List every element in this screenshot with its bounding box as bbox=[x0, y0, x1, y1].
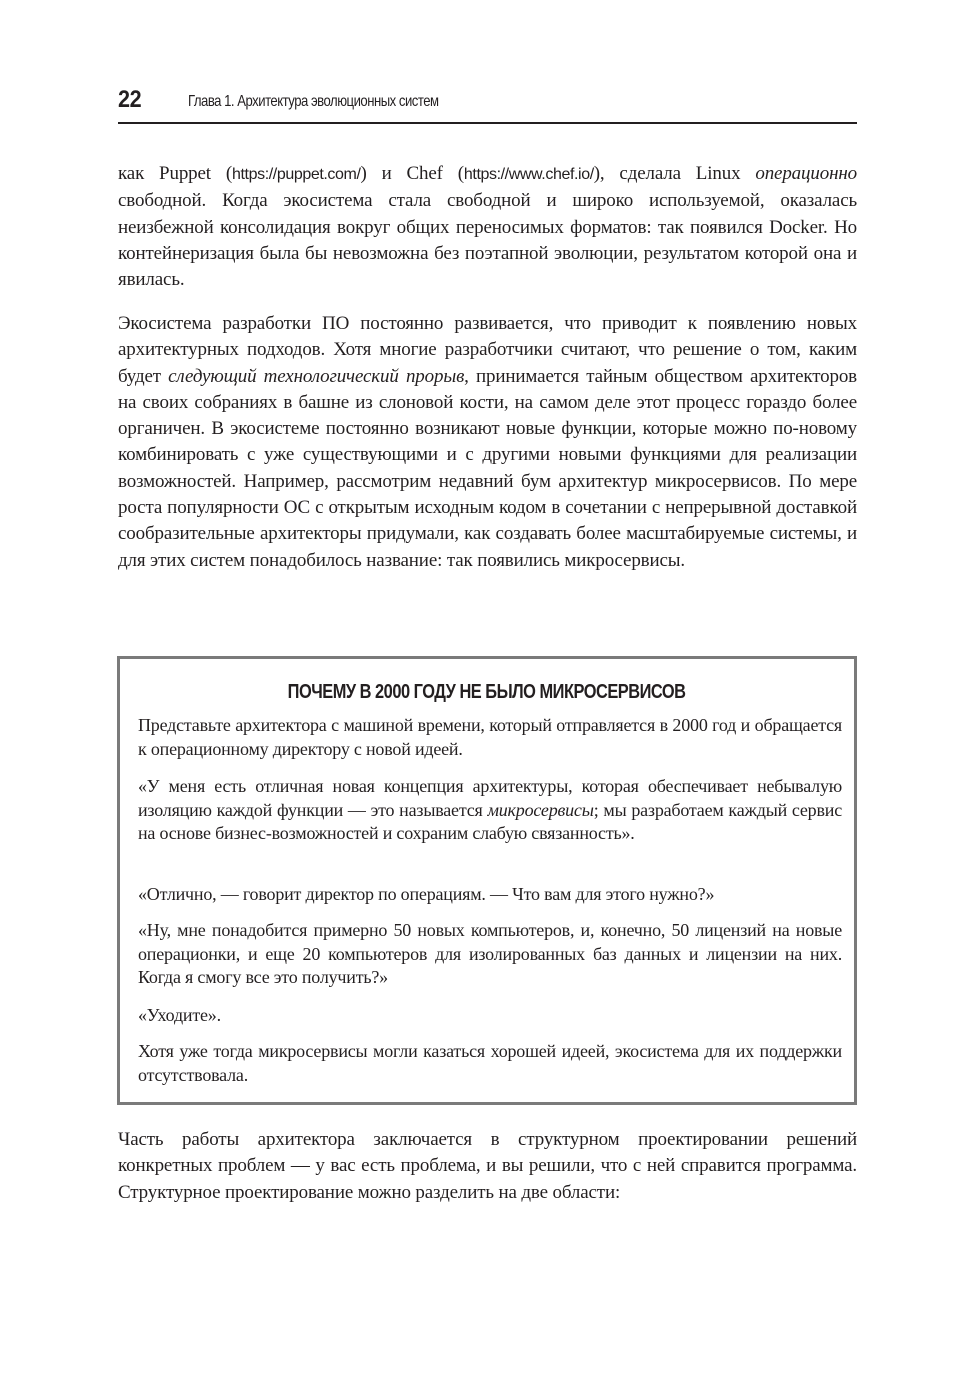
text-span: свободной. Когда экосистема стала свободной и широко используемой, оказалась неизбежной консолидация вокруг общих переносимых форматов: так появился Docker. Но контейнеризация была бы невозможна без поэтапной эволюции, результатом которой она и явилась. bbox=[118, 190, 857, 291]
sidebar-title-text: ПОЧЕМУ В 2000 ГОДУ НЕ БЫЛО МИКРОСЕРВИСОВ bbox=[288, 681, 686, 703]
text-span: ) и Chef ( bbox=[360, 163, 464, 184]
paragraph-structural-design: Часть работы архитектора заключается в структурном проектировании решений конкретных проблем — у вас есть проблема, и вы решили, что с ней справится программа. Структурное проектирование можно разделить на две области: bbox=[118, 1129, 857, 1203]
sidebar-paragraph: «Уходите». bbox=[138, 1005, 221, 1025]
sidebar-title bbox=[120, 681, 854, 704]
paragraph-ecosystem bbox=[118, 311, 857, 574]
link-puppet[interactable]: https://puppet.com/ bbox=[232, 166, 361, 183]
text-span: , принимается тайным обществом архитекторов на своих собраниях в башне из слоновой кости, на самом деле этот процесс гораздо более органичен. В экосистеме постоянно возникают новые функции, которые можно по-новому комбинировать с уже существующими и с другими новыми функциями для реализации возможностей. Например, рассмотрим недавний бум архитектур микросервисов. По мере роста популярности ОС с открытым исходным кодом в сочетании с непрерывной доставкой сообразительные архитекторы придумали, как создавать более масштабируемые системы, и для этих систем понадобилось название: так появились микросервисы. bbox=[118, 365, 857, 571]
running-header bbox=[118, 86, 857, 124]
emphasis-text: микросервисы bbox=[487, 799, 594, 820]
emphasis-text: операционно bbox=[755, 163, 857, 184]
text-span: ; мы разработаем каждый сервис на основе бизнес-возможностей и сохраним слабую связанность». bbox=[138, 799, 842, 843]
chapter-title: Глава 1. Архитектура эволюционных систем bbox=[188, 93, 439, 110]
sidebar-paragraph: «Ну, мне понадобится примерно 50 новых компьютеров, и, конечно, 50 лицензий на новые операционки, и еще 20 компьютеров для изолированных баз данных и лицензии на них. Когда я смогу все это получить?» bbox=[138, 920, 842, 987]
sidebar-paragraph: «Отлично, — говорит директор по операциям. — Что вам для этого нужно?» bbox=[138, 884, 715, 904]
text-span: Экосистема разработки ПО постоянно развивается, что приводит к появлению новых архитектурных подходов. Хотя многие разработчики считают, что решение о том, каким будет bbox=[118, 313, 857, 387]
text-span: «У меня есть отличная новая концепция архитектуры, которая обеспечивает небывалую изоляцию каждой функции — это называется bbox=[138, 776, 842, 820]
emphasis-text: следующий технологический прорыв bbox=[168, 365, 465, 387]
paragraph-docker bbox=[118, 161, 857, 293]
sidebar-paragraph: Представьте архитектора с машиной времени, который отправляется в 2000 год и обращается к операционному директору с новой идеей. bbox=[138, 715, 842, 759]
link-chef[interactable]: https://www.chef.io/ bbox=[463, 166, 594, 183]
text-span: ), сделала Linux bbox=[593, 163, 756, 184]
page-number: 22 bbox=[118, 86, 142, 113]
text-span: как Puppet ( bbox=[118, 163, 233, 184]
sidebar-paragraph bbox=[138, 775, 842, 846]
sidebar-paragraph: Хотя уже тогда микросервисы могли казаться хорошей идеей, экосистема для их поддержки отсутствовала. bbox=[138, 1041, 842, 1085]
sidebar-box bbox=[117, 656, 857, 1105]
